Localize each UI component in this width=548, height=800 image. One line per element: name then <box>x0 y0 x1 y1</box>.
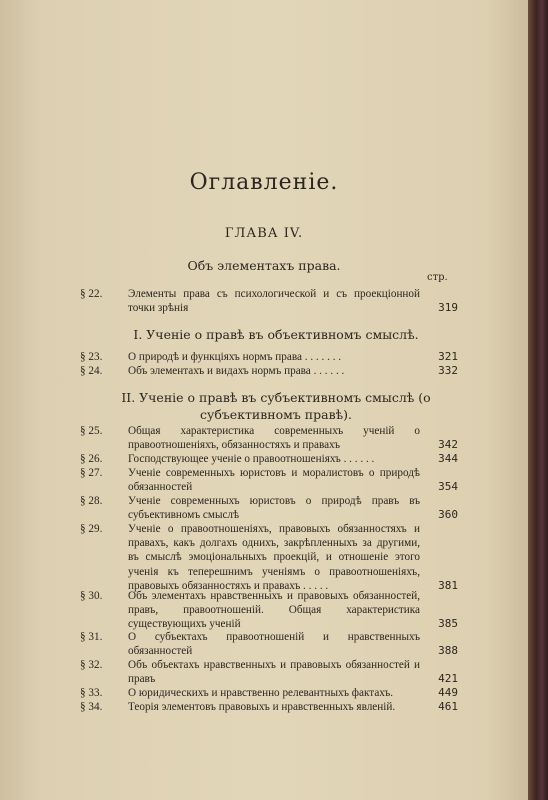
toc-entry <box>80 658 462 686</box>
toc-entry-page: 342 <box>438 438 458 452</box>
toc-entry-page: 332 <box>438 364 458 377</box>
page-title: Оглавленіе. <box>189 170 339 195</box>
toc-entry-number: § 26. <box>80 453 103 465</box>
toc-entry-page: 360 <box>438 508 458 522</box>
section-heading: I. Ученіе о правѣ въ объективномъ смыслѣ. <box>133 327 419 342</box>
toc-entry-number: § 23. <box>80 351 103 363</box>
book-cover-edge <box>528 0 548 800</box>
toc-entry-page: 381 <box>438 578 458 592</box>
toc-entry-number: § 29. <box>80 523 103 535</box>
toc-entry-text: Ученіе о правоотношеніяхъ, правовыхъ обязанностяхъ и правахъ, какъ долгахъ однихъ, закрѣпленныхъ за другими, въ смыслѣ эмоціональныхъ проекцій, и отношеніе этого ученія къ теперешнимъ ученіямъ о правоотношеніяхъ, правовыхъ обязанностяхъ и правахъ . . . . . <box>128 523 420 592</box>
toc-entry-number: § 27. <box>80 467 103 479</box>
toc-entry <box>80 700 462 714</box>
toc-entry-page: 319 <box>438 301 458 315</box>
toc-entry-number: § 30. <box>80 590 103 602</box>
toc-entry-number: § 34. <box>80 701 103 713</box>
toc-entry-number: § 33. <box>80 687 103 699</box>
toc-entry-text: Ученіе современныхъ юристовъ и моралистовъ о природѣ обязанностей <box>128 467 420 494</box>
chapter-title: Объ элементахъ права. <box>187 258 341 273</box>
toc-entry-page: 344 <box>438 452 458 465</box>
toc-entry <box>80 287 462 315</box>
toc-entry-number: § 28. <box>80 495 103 507</box>
toc-entry-number: § 25. <box>80 425 103 437</box>
toc-entry-text: Господствующее ученіе о правоотношеніяхъ . . . . . . <box>128 453 375 465</box>
section-heading: II. Ученіе о правѣ въ субъективномъ смыслѣ (о субъективномъ правѣ). <box>121 390 431 422</box>
toc-entry-text: Элементы права съ психологической и съ проекціонной точки зрѣнія <box>128 288 420 315</box>
toc-entry-text: Объ объектахъ нравственныхъ и правовыхъ обязанностей и правъ <box>128 659 420 686</box>
toc-entry-text: О природѣ и функціяхъ нормъ права . . . . . . . <box>128 351 342 363</box>
toc-entry-text: Ученіе современныхъ юристовъ о природѣ правъ въ субъективномъ смыслѣ <box>128 495 420 522</box>
toc-entry-page: 385 <box>438 617 458 631</box>
toc-entry <box>80 522 462 593</box>
toc-entry-page: 449 <box>438 686 458 699</box>
toc-entry-number: § 32. <box>80 659 103 671</box>
toc-entry <box>80 350 462 364</box>
toc-entry <box>80 424 462 452</box>
toc-entry-text: О субъектахъ правоотношеній и нравственныхъ обязанностей <box>128 631 420 658</box>
page-column-label: стр. <box>427 272 448 283</box>
toc-entry <box>80 494 462 522</box>
toc-entry-page: 421 <box>438 672 458 686</box>
toc-entry-number: § 22. <box>80 288 103 300</box>
toc-entry-text: Общая характеристика современныхъ ученій о правоотношеніяхъ, обязанностяхъ и правахъ <box>128 425 420 452</box>
toc-entry-page: 388 <box>438 644 458 658</box>
toc-entry <box>80 466 462 494</box>
toc-entry <box>80 452 462 466</box>
toc-entry-text: Объ элементахъ и видахъ нормъ права . . . . . . <box>128 365 345 377</box>
toc-entry-page: 321 <box>438 350 458 363</box>
toc-entry-number: § 31. <box>80 631 103 643</box>
toc-entry <box>80 364 462 378</box>
toc-entry-text: Теорія элементовъ правовыхъ и нравственныхъ явленій. <box>128 701 396 713</box>
toc-entry <box>80 630 462 658</box>
toc-entry-text: О юридическихъ и нравственно релевантныхъ фактахъ. <box>128 687 394 699</box>
toc-entry-text: Объ элементахъ нравственныхъ и правовыхъ обязанностей, правъ, правоотношеній. Общая характеристика существующихъ ученій <box>128 590 420 631</box>
toc-entry <box>80 686 462 700</box>
toc-entry <box>80 589 462 632</box>
toc-entry-number: § 24. <box>80 365 103 377</box>
toc-entry-page: 461 <box>438 700 458 713</box>
chapter-heading: ГЛАВА IV. <box>224 226 304 241</box>
toc-entry-page: 354 <box>438 480 458 494</box>
